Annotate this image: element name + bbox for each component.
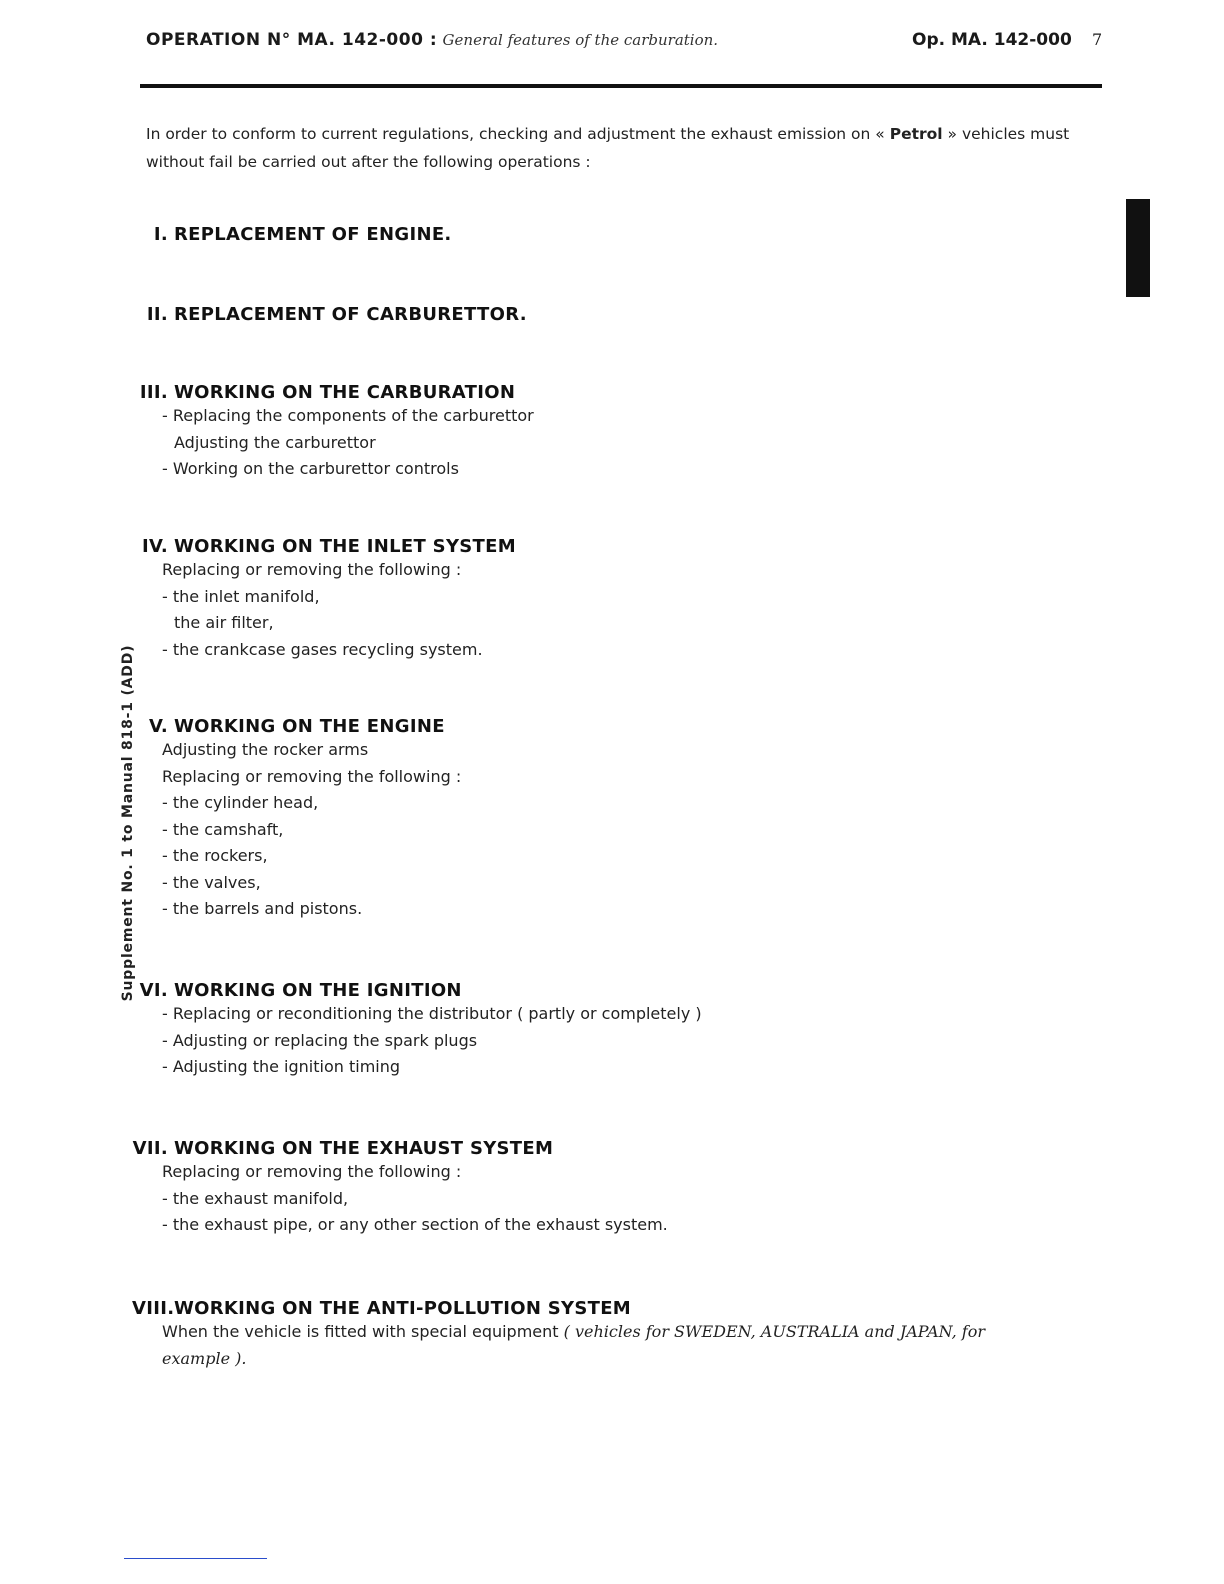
supplement-side-label: Supplement No. 1 to Manual 818-1 (ADD) [120, 644, 136, 1002]
section-number: V. [148, 716, 168, 737]
section-number: VI. [139, 980, 168, 1001]
section-1 [132, 224, 1032, 245]
list-item: - the exhaust pipe, or any other section of the exhaust system. [162, 1215, 668, 1234]
section-heading [132, 1298, 1032, 1319]
section-4 [132, 536, 1032, 663]
section-number: IV. [141, 536, 168, 557]
list-item [162, 1319, 1032, 1346]
page-number: 7 [1092, 30, 1103, 49]
list-item: - the camshaft, [162, 819, 284, 839]
list-item: Adjusting the carburettor [174, 432, 376, 452]
list-item: - Adjusting or replacing the spark plugs [162, 1030, 478, 1050]
intro-text-after: » vehicles must without fail be carried out after the following operations : [146, 125, 1070, 171]
intro-bold-word: Petrol [889, 125, 943, 143]
section-title: REPLACEMENT OF ENGINE. [174, 224, 452, 245]
section-title: WORKING ON THE CARBURATION [174, 382, 516, 403]
section-5 [132, 716, 1032, 923]
intro-paragraph [146, 120, 1106, 176]
section-8 [132, 1298, 1032, 1372]
section8-italic-note-end: example ). [162, 1348, 247, 1368]
operation-reference: Op. MA. 142-000 [912, 30, 1072, 50]
section-heading [132, 716, 1032, 737]
section-heading [132, 536, 1032, 557]
list-item: - the rockers, [162, 846, 268, 865]
section-title: REPLACEMENT OF CARBURETTOR. [174, 304, 527, 325]
section-heading [132, 980, 1032, 1001]
section-heading [132, 382, 1032, 403]
section-title: WORKING ON THE ANTI-POLLUTION SYSTEM [174, 1298, 632, 1319]
section8-text: When the vehicle is fitted with special equipment [162, 1322, 559, 1341]
list-item: Replacing or removing the following : [162, 1162, 462, 1181]
header-rule [140, 84, 1102, 88]
list-item: - Replacing the components of the carburettor [162, 406, 534, 425]
list-item: - the crankcase gases recycling system. [162, 639, 483, 659]
header-left [146, 30, 718, 50]
list-item: the air filter, [174, 613, 274, 632]
section-number: II. [146, 304, 168, 325]
list-item: - the exhaust manifold, [162, 1188, 349, 1208]
section-7 [132, 1138, 1032, 1239]
section-title: WORKING ON THE IGNITION [174, 980, 462, 1001]
list-item: - the cylinder head, [162, 793, 319, 812]
section-number: III. [139, 382, 168, 403]
section-6 [132, 980, 1032, 1081]
list-item: - the inlet manifold, [162, 586, 320, 606]
list-item: - Replacing or reconditioning the distributor ( partly or completely ) [162, 1004, 702, 1023]
intro-text-before: In order to conform to current regulations, checking and adjustment the exhaust emission on « [146, 125, 885, 143]
section-title: WORKING ON THE EXHAUST SYSTEM [174, 1138, 554, 1159]
section-3 [132, 382, 1032, 483]
list-item: Replacing or removing the following : [162, 560, 462, 579]
list-item: Replacing or removing the following : [162, 766, 462, 786]
section-title: WORKING ON THE INLET SYSTEM [174, 536, 516, 557]
operation-number: OPERATION N° MA. 142-000 : [146, 30, 438, 50]
section8-italic-note: ( vehicles for SWEDEN, AUSTRALIA and JAPAN, for [563, 1322, 985, 1341]
list-item: - the valves, [162, 872, 261, 892]
section-heading [132, 1138, 1032, 1159]
section-number: VII. [132, 1138, 168, 1159]
operation-subtitle: General features of the carburation. [442, 31, 719, 49]
margin-marker-bar [1126, 199, 1150, 297]
section-2 [132, 304, 1032, 325]
section-number: I. [153, 224, 168, 245]
list-item [162, 1346, 1032, 1373]
list-item: - Adjusting the ignition timing [162, 1057, 401, 1076]
page-header [146, 30, 1106, 54]
list-item: - Working on the carburettor controls [162, 459, 459, 478]
section-heading [132, 224, 1032, 245]
footer-line [124, 1558, 267, 1559]
section-title: WORKING ON THE ENGINE [174, 716, 445, 737]
section-heading [132, 304, 1032, 325]
list-item: - the barrels and pistons. [162, 899, 363, 918]
list-item: Adjusting the rocker arms [162, 740, 369, 759]
section-number: VIII. [132, 1298, 175, 1319]
